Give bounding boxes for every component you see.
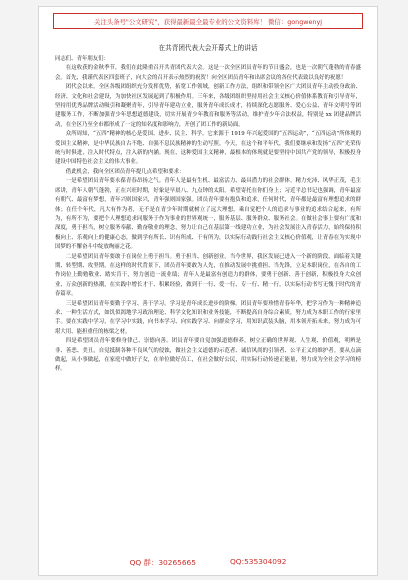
document-page [38,6,378,576]
document-body [55,37,361,549]
paragraph: 借此机会，我向全区团员青年提几点希望和要求： [65,168,185,175]
paragraph: 在这收获的金秋季节，我们在此隆重召开共青团代表大会。这是一次全区团员青年的节日盛会，也是一次朝气蓬勃的青春盛会。首先，我谨代表区四套班子，向大会的召开表示热烈的祝贺！向全区团员青年和出席会议的各位代表致以良好的祝愿！ [55,65,361,81]
paragraph: 一是希望团员青年要永葆青春昂扬之气。青年人是最有生机、最富活力、最具潜力的社会群体。精力充沛、风华正茂，毛主席讲，青年人朝气蓬勃，正在兴旺时期，好象是早晨八、九点钟的太阳。希望寄托在你们身上；习近平总书记也强调，青年最富有朝气、最富有梦想，青年兴则国家兴，青年强则国家强。团员青年要有抱负和追求，任何时代，青年都是最富有理想追求的群体；在任个年代，凡大有作为者，无不是在青少年时期就树立了远大理想，乘自觉把个人的追求与事业的追求结合起来，有所为，有所不为，要把个人理想追求同服务于作为事业的世界观统一，服务基层、服务群众、服务社会。在做社会事上要有广度和深度，勇于担当，树立服务奉献、勤奋敬业的理念，努力让自己在基层第一线建功立业，为社会发展注入青春活力，始终保持积极向上、乐观向上的健康心态，做到学有所长、识有所成、干有所为，以实际行动践行社会主义核心价值观，让青春在为实现中国梦的不懈奋斗中绽放绚丽之花。 [55,178,361,251]
salutation: 同志们、青年朋友们： [55,56,109,62]
paragraph: 团代会以来，全区各级团组织充分发挥优势，拓宽工作领域，创新工作方法，组织和带领全区广大团员青年主动投身政治、经济、文化和社会建设，为加快社区发展起到了积极作用。三年来，各级团组织坚持用社会主义核心价值体系教育和引导青年，坚持用优秀品牌活动吸引和凝聚青年，引导青年建功立业，服务青年成长成才，持续深化志愿服务、爱心公益、青年文明号等团建服务工作，不断加强青少年思想道德建设，切实开展青少年教育和服务等活动，维护青少年合法权益，特别是 xx 团建品牌活动，在全区乃至全市都形成了一定的知名度和影响力，开创了团工作的新局面。 [55,84,361,128]
promo-banner: 关注头条号"公文研究"，获得最新最全最专业的公文资料库！ 微信：gongwenyj [53,13,363,29]
qq-group-text: QQ 群：30265665 [129,558,196,567]
paragraph: 二是希望团员青年要敢于在岗位上勇于担当。勇于担当、创新创业。当今世界，我区发展已进入一个新的阶段，面临着关键期、转型期、攻坚期。在这样的时代背景下，团员青年要敢为人先，在推动发展中挑重担、当先锋，立足本职岗位，在各自的工作岗位上勤勉敬业、踏实肯干，努力创造一流业绩；青年人是最富有创造力的群体，要勇于创新、善于创新，积极投身大众创业、万众创新的热潮，在实践中增长才干、积累经验，做到干一行、爱一行、专一行、精一行，以实际行动书写无愧于时代的青春篇章。 [55,253,361,298]
paragraph: 四是希望团员青年要修身律己、崇德向善。团员青年要自觉加强道德修养，树立正确的世界观、人生观、价值观，明辨是非、善恶、美丑，自觉抵制各种不良风气的侵蚀，做社会主义道德的示范者、诚信风尚的引领者、公平正义的维护者。要从点滴做起，从小事做起，在家庭中做好子女，在单位做好员工，在社会做好公民，用实际行动传递正能量，努力成为全社会学习的榜样。 [55,338,361,373]
contact-footer [39,557,377,568]
document-title: 在共青团代表大会开幕式上的讲话 [158,44,258,52]
qq-text: QQ:535304092 [229,557,287,566]
paragraph: 三是希望团员青年要勤于学习、善于学习。学习是青年成长进步的阶梯。团员青年要珍惜青春年华，把学习作为一种精神追求、一种生活方式，如饥似渴地学习政治理论、科学文化知识和业务技能，不断提高自身综合素质，努力成为本职工作的行家里手。要在实践中学习，在学习中实践，向书本学习、向实践学习、向群众学习，用知识武装头脑，用本领开拓未来，努力成为可堪大用、能担重任的栋梁之材。 [55,300,361,335]
paragraph: 众所周知，“五四”精神的核心是爱国、进步、民主、科学。它来源于 1919 年兴起爱国的“五四运动”，“五四运动”所体现的爱国主义精神，是中华民族自古不绝、自强不息民族精神的生动写照。今天，在这个和平年代，我们要继承和发扬“五四”光荣传统与时俱进，注入时代特点，注入新的内涵。现在，这种爱国主义精神，最根本的体现就是要坚持中国共产党的领导，积极投身建设中国特色社会主义的伟大事业。 [55,131,361,166]
